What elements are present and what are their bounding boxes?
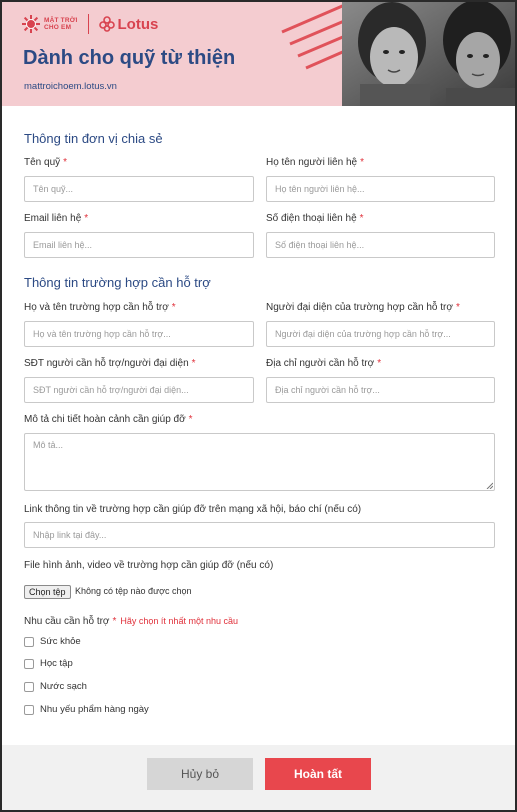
contact-phone-input[interactable] bbox=[266, 232, 495, 258]
submit-button[interactable]: Hoàn tất bbox=[265, 758, 371, 790]
description-label: Mô tả chi tiết hoàn cảnh cần giúp đỡ * bbox=[24, 414, 193, 425]
lotus-logo bbox=[99, 16, 159, 33]
case-name-input[interactable] bbox=[24, 321, 254, 347]
logo-divider bbox=[88, 14, 89, 34]
mat-troi-cho-em-logo bbox=[22, 15, 78, 33]
resize-handle-icon[interactable] bbox=[486, 482, 493, 489]
brand-logos bbox=[22, 14, 158, 34]
need-option-daily-essentials[interactable]: Nhu yếu phẩm hàng ngày bbox=[24, 704, 149, 715]
file-status-text: Không có tệp nào được chọn bbox=[75, 586, 192, 596]
mat-troi-cho-em-text: MẶT TRỜI CHO EM bbox=[44, 17, 78, 31]
site-url-link[interactable]: mattroichoem.lotus.vn bbox=[24, 81, 117, 92]
need-option-clean-water[interactable]: Nước sạch bbox=[24, 681, 87, 692]
link-label: Link thông tin về trường hợp cần giúp đỡ trên mạng xã hội, báo chí (nếu có) bbox=[24, 504, 362, 515]
checkbox[interactable] bbox=[24, 659, 34, 669]
contact-phone-label: Số điện thoại liên hệ * bbox=[266, 213, 364, 224]
children-photo bbox=[342, 2, 515, 106]
checkbox[interactable] bbox=[24, 682, 34, 692]
page-title: Dành cho quỹ từ thiện bbox=[23, 47, 236, 69]
contact-email-input[interactable] bbox=[24, 232, 254, 258]
contact-name-input[interactable] bbox=[266, 176, 495, 202]
section-title-case: Thông tin trường hợp cần hỗ trợ bbox=[24, 275, 211, 290]
needs-label: Nhu cầu cần hỗ trợ * Hãy chọn ít nhất một nhu cầu bbox=[24, 616, 238, 627]
case-phone-input[interactable] bbox=[24, 377, 254, 403]
contact-email-label: Email liên hệ * bbox=[24, 213, 89, 224]
checkbox[interactable] bbox=[24, 705, 34, 715]
case-address-input[interactable] bbox=[266, 377, 495, 403]
header-banner bbox=[2, 2, 515, 106]
section-title-org: Thông tin đơn vị chia sẻ bbox=[24, 131, 163, 146]
case-phone-label: SĐT người cần hỗ trợ/người đại diện * bbox=[24, 358, 196, 369]
link-input[interactable] bbox=[24, 522, 495, 548]
sun-icon bbox=[22, 15, 40, 33]
lotus-flower-icon bbox=[99, 16, 115, 32]
case-name-label: Họ và tên trường hợp cần hỗ trợ * bbox=[24, 302, 176, 313]
contact-name-label: Họ tên người liên hệ * bbox=[266, 157, 364, 168]
fund-name-input[interactable] bbox=[24, 176, 254, 202]
need-option-study[interactable]: Học tập bbox=[24, 658, 73, 669]
lotus-wordmark: Lotus bbox=[117, 15, 159, 33]
form-footer bbox=[2, 745, 515, 810]
choose-file-button[interactable]: Chọn tệp bbox=[24, 585, 71, 599]
case-address-label: Địa chỉ người cần hỗ trợ * bbox=[266, 358, 382, 369]
need-option-health[interactable]: Sức khỏe bbox=[24, 636, 81, 647]
representative-label: Người đại diện của trường hợp cần hỗ trợ * bbox=[266, 302, 460, 313]
file-label: File hình ảnh, video về trường hợp cần giúp đỡ (nếu có) bbox=[24, 560, 274, 571]
needs-error-message: Hãy chọn ít nhất một nhu cầu bbox=[120, 616, 238, 626]
fund-name-label: Tên quỹ * bbox=[24, 157, 68, 168]
representative-input[interactable] bbox=[266, 321, 495, 347]
cancel-button[interactable]: Hủy bỏ bbox=[147, 758, 253, 790]
description-textarea[interactable] bbox=[24, 433, 495, 491]
checkbox[interactable] bbox=[24, 637, 34, 647]
